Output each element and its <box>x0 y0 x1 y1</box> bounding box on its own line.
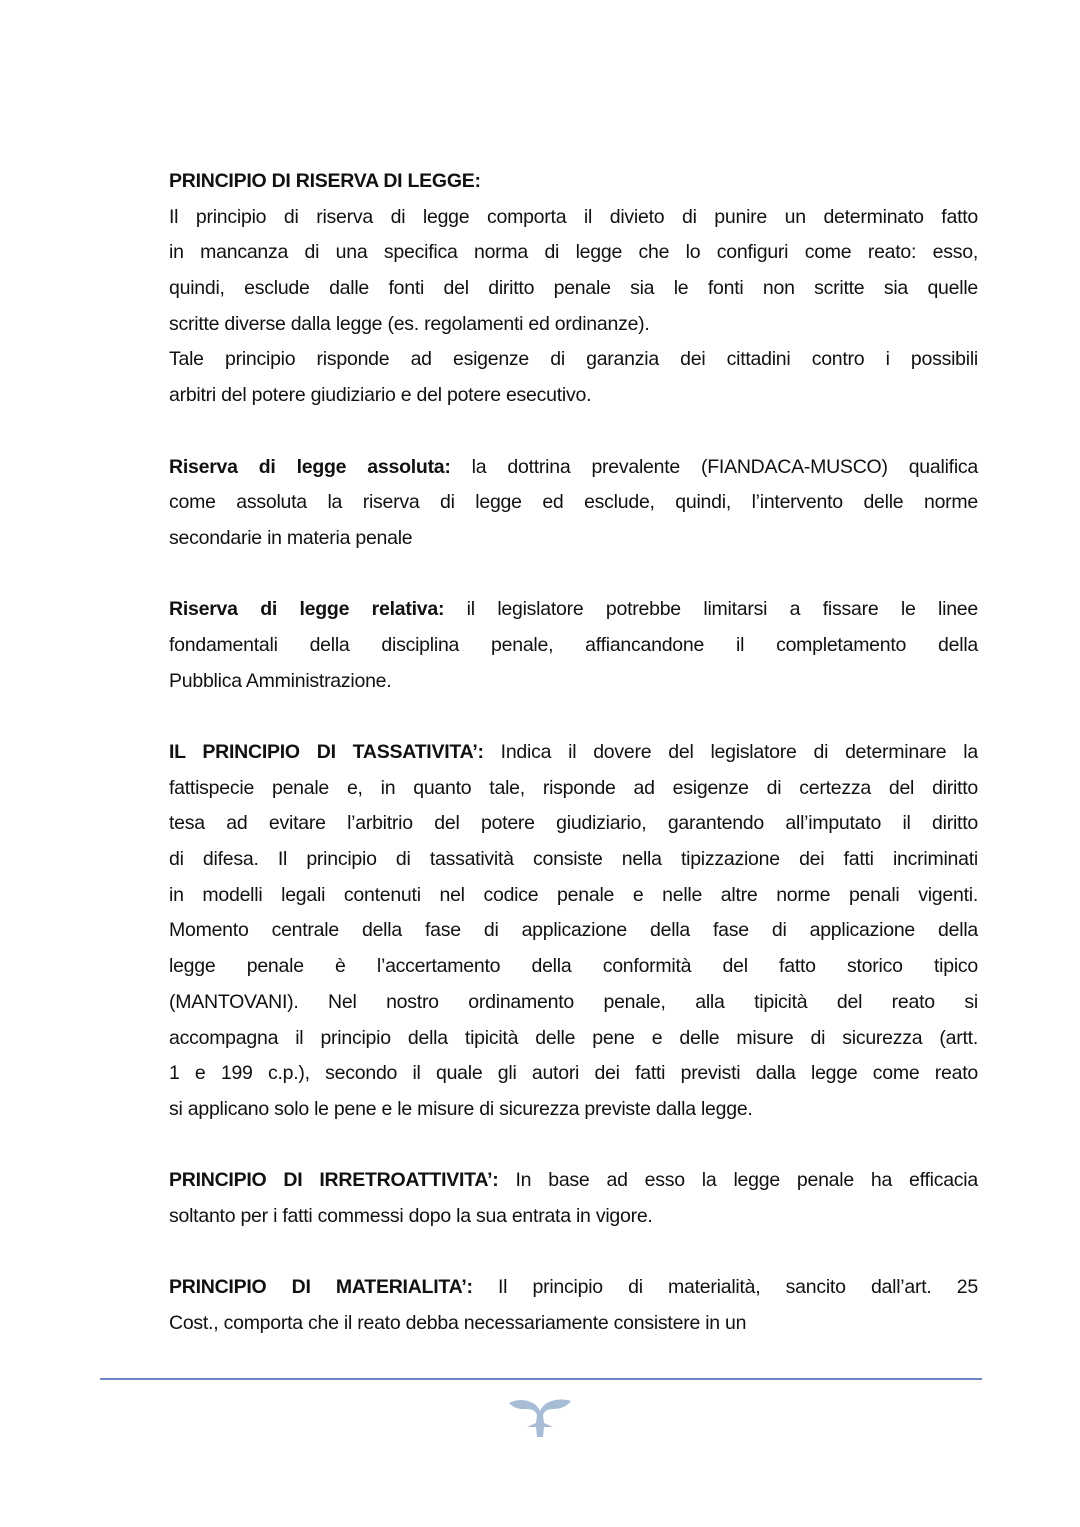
text-line <box>169 985 978 1021</box>
text-line <box>169 1163 978 1199</box>
section-heading: Riserva di legge relativa: <box>169 598 445 621</box>
line-text: Tale principio risponde ad esigenze di garanzia dei cittadini contro i possibili <box>169 348 978 371</box>
text-line <box>169 1199 978 1235</box>
line-text: In base ad esso la legge penale ha efficacia <box>498 1169 978 1192</box>
text-line <box>169 1306 978 1342</box>
text-line <box>169 628 978 664</box>
line-text: di difesa. Il principio di tassatività consiste nella tipizzazione dei fatti incriminati <box>169 848 978 871</box>
line-text: in modelli legali contenuti nel codice penale e nelle altre norme penali vigenti. <box>169 883 978 906</box>
section-heading: IL PRINCIPIO DI TASSATIVITA’: <box>169 741 484 763</box>
text-line <box>169 342 978 378</box>
paragraph-section <box>169 450 978 557</box>
section-heading: PRINCIPIO DI IRRETROATTIVITA’: <box>169 1169 499 1192</box>
paragraph-section <box>169 164 978 414</box>
text-line <box>169 1270 978 1306</box>
line-text: Indica il dovere del legislatore di determinare la <box>483 741 978 763</box>
text-line <box>169 1092 978 1128</box>
text-line <box>169 450 978 486</box>
text-line <box>169 735 978 771</box>
text-line <box>169 1056 978 1092</box>
line-text: fattispecie penale e, in quanto tale, risponde ad esigenze di certezza del diritto <box>169 776 978 799</box>
text-line <box>169 235 978 271</box>
line-text: (MANTOVANI). Nel nostro ordinamento penale, alla tipicità del reato si <box>169 990 978 1013</box>
text-line <box>169 771 978 807</box>
text-line <box>169 521 978 557</box>
line-text: quindi, esclude dalle fonti del diritto penale sia le fonti non scritte sia quelle <box>169 277 978 300</box>
line-text: secondarie in materia penale <box>169 526 413 549</box>
line-text: tesa ad evitare l’arbitrio del potere giudiziario, garantendo all’imputato il diritto <box>169 812 978 835</box>
text-line <box>169 200 978 236</box>
line-text: scritte diverse dalla legge (es. regolamenti ed ordinanze). <box>169 312 650 335</box>
line-text: arbitri del potere giudiziario e del potere esecutivo. <box>169 384 592 407</box>
footer-divider <box>100 1378 982 1380</box>
text-line <box>169 307 978 343</box>
text-line <box>169 949 978 985</box>
line-text: Pubblica Amministrazione. <box>169 669 392 692</box>
line-text: Il principio di materialità, sancito dall’art. 25 <box>472 1276 978 1299</box>
line-text: fondamentali della disciplina penale, affiancandone il completamento della <box>169 633 978 656</box>
text-line <box>169 164 978 200</box>
paragraph-section <box>169 735 978 1128</box>
text-line <box>169 592 978 628</box>
text-line <box>169 842 978 878</box>
line-text: accompagna il principio della tipicità delle pene e delle misure di sicurezza (artt. <box>169 1026 978 1049</box>
document-body <box>169 164 978 1377</box>
paragraph-section <box>169 1270 978 1341</box>
line-text: la dottrina prevalente (FIANDACA-MUSCO) qualifica <box>450 455 978 478</box>
text-line <box>169 806 978 842</box>
line-text: Il principio di riserva di legge comporta il divieto di punire un determinato fatto <box>169 205 978 228</box>
text-line <box>169 1021 978 1057</box>
line-text: il legislatore potrebbe limitarsi a fissare le linee <box>444 598 979 621</box>
line-text: soltanto per i fatti commessi dopo la sua entrata in vigore. <box>169 1204 653 1227</box>
text-line <box>169 378 978 414</box>
section-heading: PRINCIPIO DI MATERIALITA’: <box>169 1276 473 1299</box>
line-text: si applicano solo le pene e le misure di sicurezza previste dalla legge. <box>169 1097 753 1120</box>
line-text: come assoluta la riserva di legge ed esclude, quindi, l’intervento delle norme <box>169 491 978 514</box>
line-text: 1 e 199 c.p.), secondo il quale gli autori dei fatti previsti dalla legge come reato <box>169 1062 978 1085</box>
line-text: legge penale è l’accertamento della conformità del fatto storico tipico <box>169 955 978 978</box>
paragraph-section <box>169 1163 978 1234</box>
paragraph-section <box>169 592 978 699</box>
text-line <box>169 485 978 521</box>
line-text: in mancanza di una specifica norma di legge che lo configuri come reato: esso, <box>169 241 978 264</box>
line-text: Cost., comporta che il reato debba necessariamente consistere in un <box>169 1312 747 1334</box>
section-heading: Riserva di legge assoluta: <box>169 455 451 478</box>
text-line <box>169 664 978 700</box>
text-line <box>169 878 978 914</box>
text-line <box>169 271 978 307</box>
section-heading: PRINCIPIO DI RISERVA DI LEGGE: <box>169 170 481 192</box>
plant-logo-icon <box>507 1393 573 1444</box>
text-line <box>169 913 978 949</box>
line-text: Momento centrale della fase di applicazione della fase di applicazione della <box>169 919 978 942</box>
